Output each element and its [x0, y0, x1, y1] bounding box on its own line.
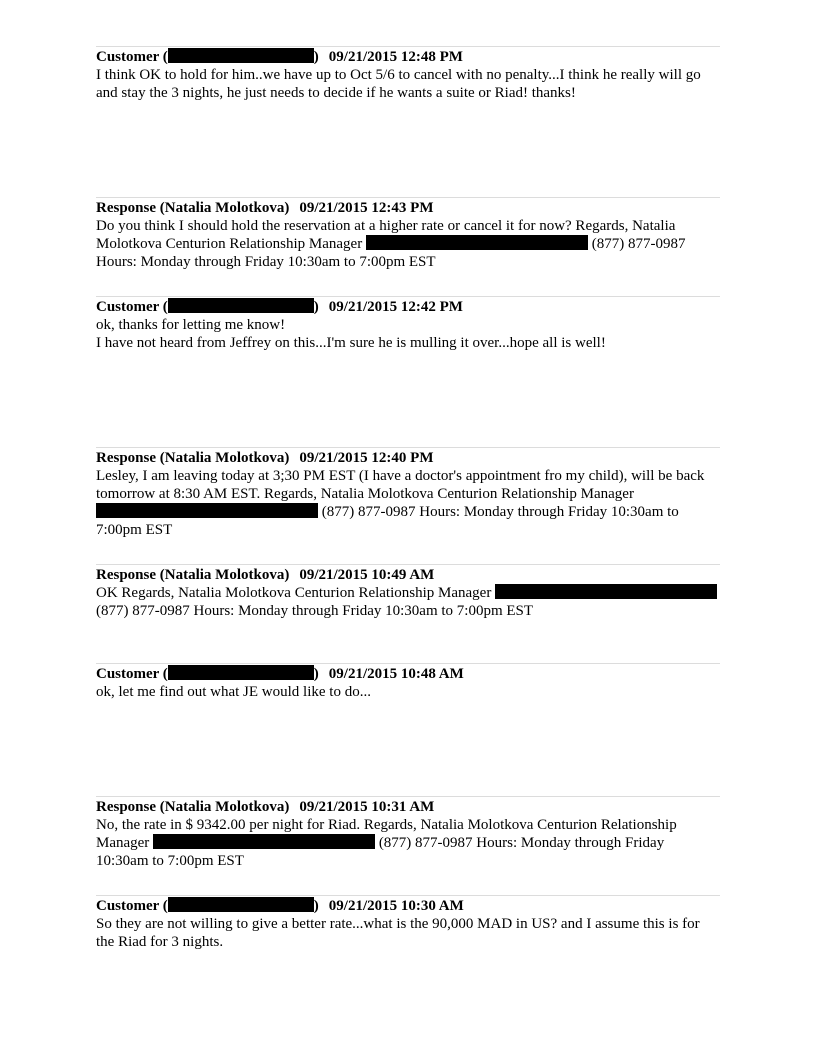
timestamp: 09/21/2015 10:48 AM [328, 666, 464, 682]
message-body [96, 66, 720, 102]
redaction-bar [168, 665, 314, 680]
message-entry [96, 197, 720, 271]
message-line: ok, let me find out what JE would like to do... [96, 684, 371, 700]
message-header [96, 566, 720, 584]
sender-label: Customer ( [96, 49, 168, 65]
message-header: Customer ( ) 09/21/2015 12:42 PM [96, 299, 463, 315]
message-entry [96, 447, 720, 539]
timestamp: 09/21/2015 10:49 AM [299, 567, 435, 583]
message-line: OK Regards, Natalia Molotkova Centurion Relationship Manager (877) 877-0987 Hours: Monday through Friday 10:30am to 7:00pm EST [96, 584, 720, 620]
message-body [96, 584, 720, 620]
message-line: So they are not willing to give a better rate...what is the 90,000 MAD in US? and I assume this is for the Riad for 3 nights. [96, 916, 700, 950]
message-header: Customer ( ) 09/21/2015 10:48 AM [96, 666, 464, 682]
redaction-bar [366, 235, 588, 250]
message-header: Customer ( ) 09/21/2015 10:30 AM [96, 898, 464, 914]
timestamp: 09/21/2015 12:43 PM [299, 200, 434, 216]
message-entry [96, 796, 720, 870]
message-entry [96, 296, 720, 352]
timestamp: 09/21/2015 12:40 PM [299, 450, 434, 466]
message-body [96, 915, 720, 951]
redaction-bar [168, 48, 314, 63]
message-entry [96, 663, 720, 701]
sender-label: Response (Natalia Molotkova) [96, 200, 290, 216]
message-line: I think OK to hold for him..we have up to Oct 5/6 to cancel with no penalty...I think he really will go and stay the 3 nights, he just needs to decide if he wants a suite or Riad! thanks! [96, 67, 701, 101]
sender-label: Response (Natalia Molotkova) [96, 450, 290, 466]
timestamp: 09/21/2015 12:42 PM [328, 299, 463, 315]
sender-label: Customer ( [96, 666, 168, 682]
sender-label: Response (Natalia Molotkova) [96, 799, 290, 815]
message-line: No, the rate in $ 9342.00 per night for Riad. Regards, Natalia Molotkova Centurion Relationship Manager (877) 877-0987 Hours: Monday through Friday 10:30am to 7:00pm EST [96, 817, 677, 869]
message-line: Do you think I should hold the reservation at a higher rate or cancel it for now? Regards, Natalia Molotkova Centurion Relationship Manager (877) 877-0987 Hours: Monday through Friday 10:30am to 7:00pm EST [96, 218, 686, 270]
message-body [96, 683, 720, 701]
message-entry [96, 564, 720, 620]
message-body [96, 217, 720, 271]
message-header: Customer ( ) 09/21/2015 12:48 PM [96, 49, 463, 65]
message-line: ok, thanks for letting me know! [96, 317, 286, 333]
message-entry [96, 895, 720, 951]
redaction-bar [495, 584, 717, 599]
message-body [96, 816, 720, 870]
timestamp: 09/21/2015 10:30 AM [328, 898, 464, 914]
message-header [96, 199, 720, 217]
sender-label: Response (Natalia Molotkova) [96, 567, 290, 583]
redaction-bar [96, 503, 318, 518]
redaction-bar [168, 298, 314, 313]
redaction-bar [168, 897, 314, 912]
redaction-bar [153, 834, 375, 849]
timestamp: 09/21/2015 10:31 AM [299, 799, 435, 815]
sender-label: Customer ( [96, 299, 168, 315]
message-entry [96, 46, 720, 102]
sender-label: Customer ( [96, 898, 168, 914]
message-line: I have not heard from Jeffrey on this...I'm sure he is mulling it over...hope all is well! [96, 335, 606, 351]
message-header [96, 449, 720, 467]
message-header [96, 798, 720, 816]
timestamp: 09/21/2015 12:48 PM [328, 49, 463, 65]
message-body [96, 316, 720, 352]
message-line: Lesley, I am leaving today at 3;30 PM EST (I have a doctor's appointment fro my child), will be back tomorrow at 8:30 AM EST. Regards, Natalia Molotkova Centurion Relationship Manager (877) 877-0987 Hours: Monday through Friday 10:30am to 7:00pm EST [96, 468, 705, 538]
message-body [96, 467, 720, 539]
